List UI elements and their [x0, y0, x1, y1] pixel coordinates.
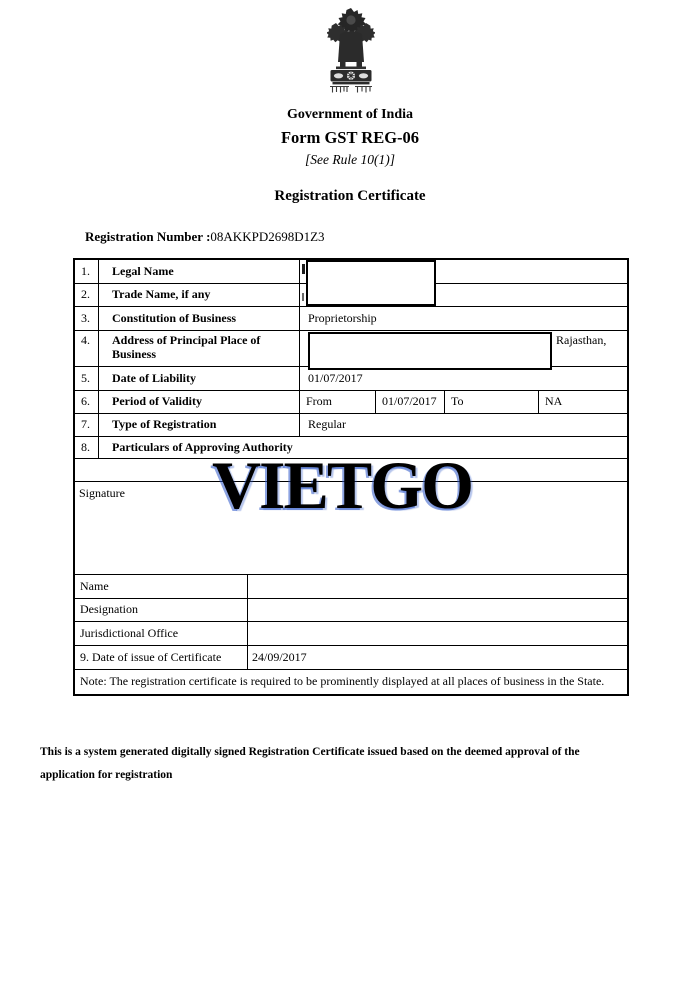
date-of-issue-value: 24/09/2017 [252, 649, 307, 664]
row-label: Jurisdictional Office [75, 622, 248, 645]
constitution-value: Proprietorship [308, 310, 377, 325]
partial-redacted-character [302, 264, 305, 274]
row-number: 1. [75, 260, 99, 283]
table-row-designation [75, 599, 627, 622]
table-row-signature [75, 482, 627, 575]
row-number: 6. [75, 391, 99, 413]
table-row-name [75, 575, 627, 599]
table-row-constitution [75, 307, 627, 331]
row-number: 5. [75, 367, 99, 390]
table-row-period-of-validity [75, 391, 627, 414]
row-label: Date of Liability [99, 367, 300, 390]
jurisdictional-office-value [248, 622, 627, 645]
table-row-note [75, 670, 627, 694]
designation-value [248, 599, 627, 621]
row-label: Address of Principal Place of Business [99, 331, 300, 366]
row-number: 4. [75, 331, 99, 366]
validity-from-label: From [300, 391, 376, 413]
note-text: Note: The registration certificate is required to be prominently displayed at all places of business in the State. [80, 674, 605, 689]
table-row-empty [75, 459, 627, 482]
registration-number-label: Registration Number : [85, 229, 211, 244]
rule-reference: [See Rule 10(1)] [305, 152, 395, 167]
registration-number-value: 08AKKPD2698D1Z3 [210, 229, 325, 244]
vietgo-watermark: VIETGO [211, 447, 473, 523]
validity-to-value: NA [545, 394, 563, 409]
system-generated-note: This is a system generated digitally signed Registration Certificate issued based on the deemed approval of the application for registration [40, 746, 580, 781]
row-label: Name [75, 575, 248, 598]
form-name-heading: Form GST REG-06 [280, 128, 420, 147]
row-label: Particulars of Approving Authority [112, 439, 293, 454]
date-of-liability-value: 01/07/2017 [308, 370, 363, 385]
row-number: 3. [75, 307, 99, 330]
government-heading: Government of India [287, 107, 413, 122]
certificate-table [73, 258, 629, 696]
registration-number-line [85, 229, 325, 245]
table-row-approving-authority [75, 437, 627, 459]
empty-cell [75, 459, 627, 481]
redaction-box-address [308, 332, 552, 370]
type-of-registration-value: Regular [308, 417, 346, 432]
address-state-text: Rajasthan, [556, 333, 607, 347]
row-label: Period of Validity [99, 391, 300, 413]
row-number: 7. [75, 414, 99, 436]
satyameva-jayate-motto [329, 85, 373, 94]
table-row-type-of-registration [75, 414, 627, 437]
name-value [248, 575, 627, 598]
row-label: 9. Date of issue of Certificate [75, 646, 248, 669]
redaction-box-name [306, 260, 436, 306]
validity-to-label: To [445, 391, 539, 413]
table-row-jurisdictional-office [75, 622, 627, 646]
lion-capital-icon [327, 7, 375, 85]
row-label: Type of Registration [99, 414, 300, 436]
row-label: Trade Name, if any [99, 284, 300, 306]
certificate-title: Registration Certificate [274, 188, 426, 204]
row-label: Designation [75, 599, 248, 621]
row-label: Constitution of Business [99, 307, 300, 330]
row-number: 8. [75, 437, 99, 458]
table-row-date-of-issue [75, 646, 627, 670]
india-state-emblem [326, 7, 376, 94]
signature-label: Signature [79, 486, 125, 500]
row-number: 2. [75, 284, 99, 306]
table-row-date-of-liability [75, 367, 627, 391]
validity-from-value: 01/07/2017 [376, 391, 445, 413]
row-label: Legal Name [99, 260, 300, 283]
partial-redacted-character [302, 293, 304, 301]
